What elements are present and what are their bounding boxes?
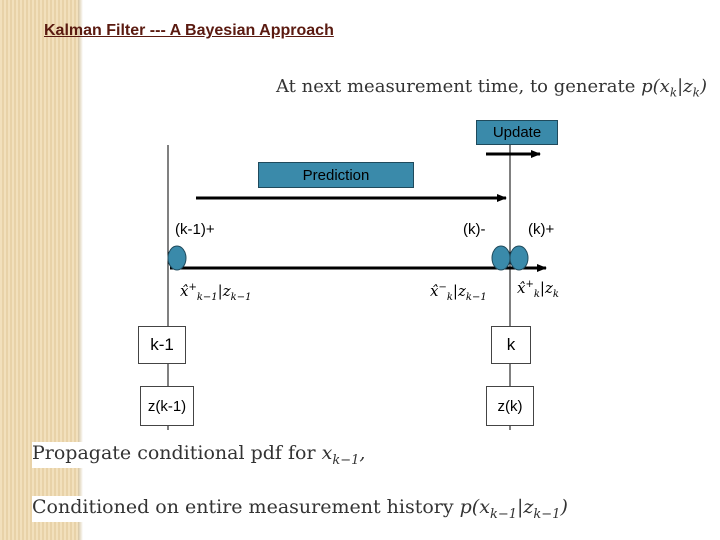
header-formula: $p(x_k|z_k)$ <box>641 76 707 100</box>
node-k-minus-1-plus <box>168 246 186 270</box>
measurement-box-k <box>486 386 534 426</box>
label-k-plus: (k)+ <box>528 221 555 238</box>
label-k-minus-1-plus: (k-1)+ <box>175 221 215 238</box>
label-k-minus: (k)- <box>463 221 486 238</box>
node-k-plus <box>510 246 528 270</box>
time-box-k-minus-1 <box>138 326 186 364</box>
bottom-line-1 <box>32 442 365 468</box>
time-label-k-minus-1: k-1 <box>150 335 174 354</box>
measurement-box-k-minus-1 <box>140 386 194 426</box>
bottom-line-1-prefix: Propagate conditional pdf for <box>32 442 322 464</box>
header-prefix: At next measurement time, to generate <box>276 76 642 97</box>
estimate-right: $x̂^+_k|z_k$ <box>517 279 559 300</box>
node-k-minus <box>492 246 510 270</box>
bottom-line-2 <box>32 496 568 522</box>
bottom-line-1-formula: $x_{k-1}$, <box>321 442 366 468</box>
update-label: Update <box>492 124 542 141</box>
measurement-label-k: z(k) <box>497 397 523 415</box>
estimate-middle: $x̂^-_k|z_{k-1}$ <box>430 282 487 303</box>
slide-title: Kalman Filter --- A Bayesian Approach <box>44 22 334 39</box>
update-box <box>476 120 558 145</box>
estimate-left: $x̂^+_{k-1}|z_{k-1}$ <box>180 282 252 303</box>
measurement-label-k-minus-1: z(k-1) <box>147 397 187 415</box>
bottom-line-2-prefix: Conditioned on entire measurement history <box>32 496 460 518</box>
prediction-label: Prediction <box>302 166 370 184</box>
bottom-line-2-formula: $p(x_{k-1}|z_{k-1})$ <box>459 496 568 522</box>
prediction-box <box>258 162 414 188</box>
time-box-k <box>491 326 531 364</box>
time-label-k: k <box>506 335 516 354</box>
